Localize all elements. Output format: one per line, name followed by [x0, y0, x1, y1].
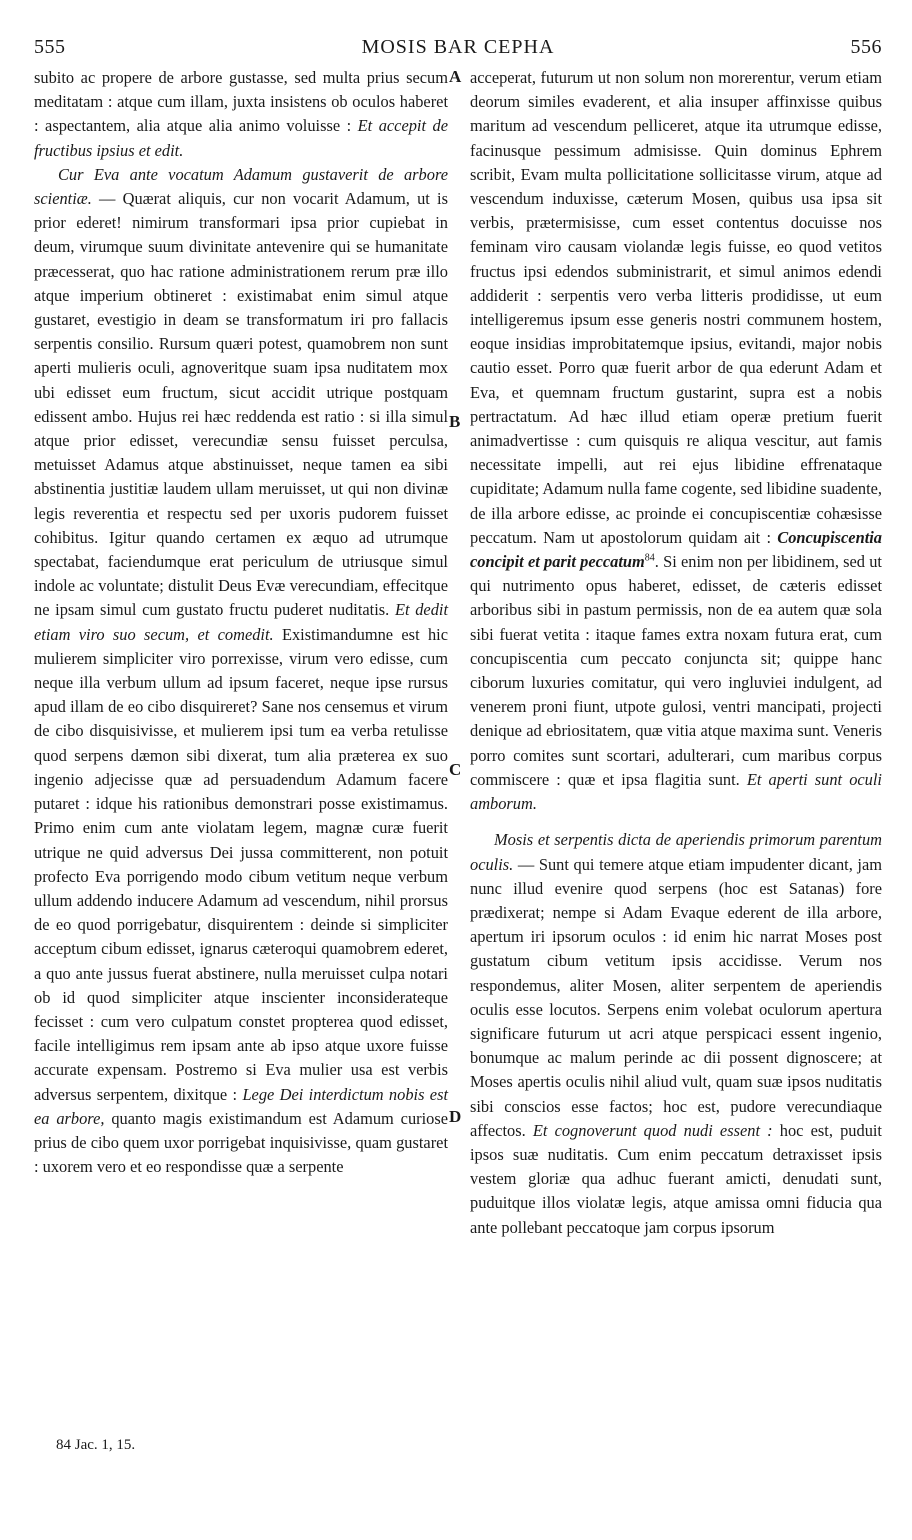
margin-marker-b: B: [449, 412, 461, 431]
paragraph: [34, 163, 448, 1180]
left-column: [34, 66, 448, 1179]
text-run: — Quærat aliquis, cur non vocarit Adamum, ut is prior ederet! nimirum transformari ipsa prior cupiebat in deum, virumque suum divinitate antevenire qui se humanitate præcesserat, quo hac ratione administrationem rerum præ illo atque imperium obtineret : existimabat enim simul atque gustaret, evestigio in deam se transformatum iri pro fallacis serpentis consilio. Rursum quæri potest, quamobrem non sunt aperti mulieris oculi, agnoveritque suam ipsa nuditatem mox ubi edisset eum fructum, sicut accidit utrique postquam edissent ambo. Hujus rei hæc reddenda est ratio : si illa simul atque prior edisset, verecundiæ sensu fuisset perculsa, metuisset Adamus atque abstinuisset, neque tamen ea sibi abstinentia justitiæ laudem ullam meruisset, ut qui non divinæ legis reverentia et respectu sed per uxoris pudorem fuisset cohibitus. Igitur quando certamen ex æquo ad utrumque spectabat, faciendumque erat periculum de utriusque simul indole ac voluntate; distulit Deus Evæ verecundiam, effecitque ne ipsam simul cum gustato fructu puderet nuditatis.: [34, 189, 448, 620]
text-run: subito ac propere de arbore gustasse, sed multa prius secum meditatam : atque cum illam, juxta insistens ob oculos haberet : aspectantem, alia atque alia animo voluisse :: [34, 68, 448, 136]
text-run: quanto magis existimandum est Adamum curiose prius de cibo quem uxor porrigebat inquisivisse, quam gustaret : uxorem vero et eo respondisse quæ a serpente: [34, 1108, 448, 1177]
margin-marker-d: D: [449, 1107, 462, 1126]
text-run: Existimandumne est hic mulierem simpliciter viro porrexisse, virum vero edisse, cum neque illa verbum ullum ad ipsum faceret, neque ipse rursus apud illam de eo cibo disquireret? Sane nos censemus et virum de cibo disquisivisse, et mulierem ipsi tum ea verba retulisse quod serpens dæmon sibi dixerat, tum alia præterea ex suo ingenio adjecisse quæ ad persuadendum Adamum facere putaret : idque his rationibus demonstrari posse existimamus. Primo enim cum ante violatam legem, magnæ curæ fuerit utrique ne quid adversus Dei jussa committerent, non potuit profecto Eva porrigendo modo cibum vetitum neque verbum ullum addendo inducere Adamum ad vescendum, nihil prorsus de eo quod porrigebatur, disquirentem : deinde si simpliciter acceptum cibum edisset, ignarus cæteroqui quamobrem ederet, a quo ante jussus fuerat abstinere, nulla meruisset culpa notari ob id quod simpliciter atque inscienter inconsiderateque fecisset : cum vero culpatum constet propterea quod edisset, facile intelligimus rem ipsam ante ab ipso atque uxore fuisse accurate expensam. Postremo si Eva mulier usa est verbis adversus serpentem, dixitque :: [34, 624, 448, 1104]
text-run: Cur Eva ante vocatum Adamum gustaverit de arbore scientiæ.: [34, 164, 448, 209]
text-run: Et cognoverunt quod nudi essent :: [532, 1120, 773, 1140]
text-run: . Si enim non per libidinem, sed ut qui nutrimento opus haberet, edisset, de cæteris edisset arboribus sibi in pastum permissis, non de ea autem quæ sola sibi fuerat vetita : itaque fames extra noxam futura erat, cum concupiscentia cum peccato conjuncta sit; quippe hanc ciborum luxuries comitatur, qui vero ingluviei indulgent, ad venerem proni fiunt, utpote gulosi, ventri mancipati, projecti denique ad ebriositatem, quæ vitia atque maxima sunt. Veneris porro comites sunt scortari, adulterari, cum maribus corpus commiscere : quæ et ipsa flagitia sunt.: [470, 552, 882, 789]
footnote: 84 Jac. 1, 15.: [56, 1437, 136, 1453]
margin-marker-c: C: [449, 760, 462, 779]
right-column: [470, 66, 882, 1240]
paragraph: [34, 66, 448, 163]
paragraph: [470, 66, 882, 816]
text-run: — Sunt qui temere atque etiam impudenter dicant, jam nunc illud evenire quod serpens (hoc est Satanas) fore prædixerat; nempe si Adam Evaque ederent de illa arbore, apertum iri ipsorum oculos : id enim hic narrat Moses post gustatum cibum vetitum ipsis accidisse. Verum nos respondemus, aliter Mosen, aliter serpentem de aperiendis oculis esse locutos. Serpens enim volebat oculorum apertura significare futurum ut acri atque perspicaci essent ingenio, bonumque ac malum perinde ac dii possent dignoscere; at Moses apertis oculis nihil aliud vult, quam suæ ipsos nuditatis sibi conscios esse factos; hoc est, pudore verecundiaque affectos.: [470, 854, 882, 1140]
text-run: Et accepit de fructibus ipsius et edit.: [34, 116, 448, 160]
page-number-right: 556: [850, 36, 882, 58]
text-run: Lege Dei interdictum nobis est ea arbore,: [34, 1084, 448, 1128]
page-header: [34, 36, 882, 64]
running-title: MOSIS BAR CEPHA: [361, 36, 555, 58]
text-run: Mosis et serpentis dicta de aperiendis primorum parentum oculis.: [470, 830, 882, 874]
footnote-ref: 84: [644, 552, 655, 564]
text-run: Concupiscentia concipit et parit peccatum: [470, 527, 882, 572]
paragraph: [470, 828, 882, 1239]
margin-marker-a: A: [449, 67, 462, 86]
text-run: Et dedit etiam viro suo secum, et comedit.: [34, 600, 448, 644]
text-run: Et aperti sunt oculi amborum.: [470, 769, 882, 814]
page-number-left: 555: [34, 36, 66, 58]
text-run: hoc est, puduit ipsos suæ nuditatis. Cum enim peccatum detraxisset ipsis vestem gloriæ qua adhuc fuerant amicti, denudati sunt, puduitque illos violatæ legis, atque amissa omni fiducia qua ante pollebant peccatoque jam corpus ipsorum: [470, 1120, 882, 1237]
text-run: acceperat, futurum ut non solum non morerentur, verum etiam deorum similes evaderent, et alia insuper affinxisse quibus maritum ad vescendum pelliceret, atque ita utrumque edisse, facinusque pessimum admisisse. Quin dominus Ephrem scribit, Evam multa pollicitatione sollicitasse virum, atque ad vescendum induxisse, cæterum Mosen, quibus usa ipsa sit verbis, prætermisisse, cum esset contentus docuisse nos feminam viro causam violandæ legis fuisse, eo quod vetitos fructus ipsi edendos subministrarit, et simul animos edendi addiderit : serpentis vero verba litteris prodidisse, ut eum intelligeremus ipsum esse generis nostri communem hostem, eoque insidias improbitatemque ipsius, evitandi, major nobis cautio esset. Porro quæ fuerit arbor de qua ederunt Adam et Eva, et quemnam fructum gustarint, supra est a nobis pertractatum. Ad hæc illud etiam operæ pretium fuerit animadvertisse : cum quisquis re aliqua vescitur, aut famis necessitate impelli, aut rei ejus libidine effrenataque cupiditate; Adamum nulla fame cogente, sed libidine suadente, de illa arbore edisse, ac proinde ei concupiscentiæ cohæsisse peccatum. Nam ut apostolorum quidam ait :: [470, 68, 882, 547]
